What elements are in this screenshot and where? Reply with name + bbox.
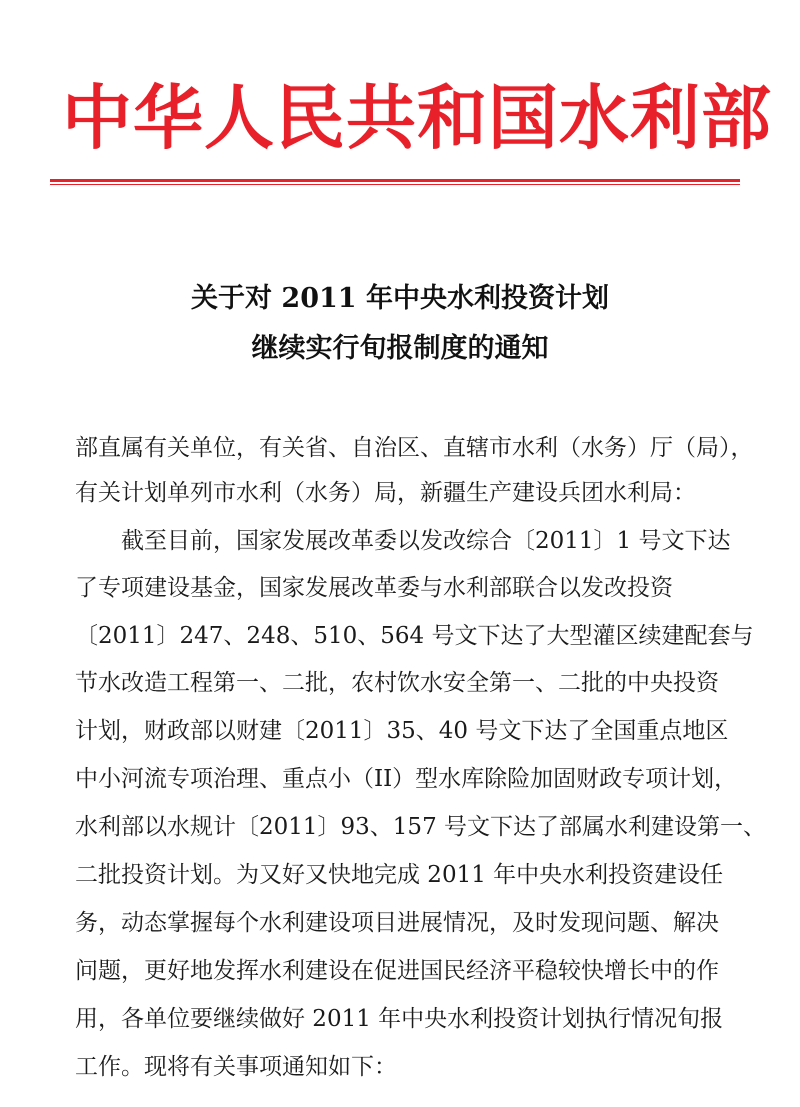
document-title-line-2: 继续实行旬报制度的通知 xyxy=(251,333,549,364)
body-line: 务，动态掌握每个水利建设项目进展情况，及时发现问题、解决 xyxy=(75,910,719,936)
document-title-line-1: 关于对 2011 年中央水利投资计划 xyxy=(191,283,609,314)
body-line: 〔2011〕247、248、510、564 号文下达了大型灌区续建配套与 xyxy=(75,623,754,649)
body-line: 计划，财政部以财建〔2011〕35、40 号文下达了全国重点地区 xyxy=(75,718,729,744)
body-line: 工作。现将有关事项通知如下： xyxy=(75,1054,397,1080)
body-line: 了专项建设基金，国家发展改革委与水利部联合以发改投资 xyxy=(75,575,673,601)
body-line: 水利部以水规计〔2011〕93、157 号文下达了部属水利建设第一、 xyxy=(75,814,767,840)
addressee-line: 有关计划单列市水利（水务）局，新疆生产建设兵团水利局： xyxy=(75,480,696,506)
letterhead-rule-thick xyxy=(50,179,740,182)
letterhead-org-name: 中华人民共和国水利部 xyxy=(62,77,772,159)
letterhead-rule-thin xyxy=(50,184,740,185)
body-line: 用，各单位要继续做好 2011 年中央水利投资计划执行情况旬报 xyxy=(75,1006,724,1032)
addressee-line: 部直属有关单位，有关省、自治区、直辖市水利（水务）厅（局）， xyxy=(75,435,754,461)
body-line: 问题，更好地发挥水利建设在促进国民经济平稳较快增长中的作 xyxy=(75,958,719,984)
body-line: 二批投资计划。为又好又快地完成 2011 年中央水利投资建设任 xyxy=(75,862,724,888)
body-line: 截至目前，国家发展改革委以发改综合〔2011〕1 号文下达 xyxy=(75,528,731,554)
body-line: 节水改造工程第一、二批，农村饮水安全第一、二批的中央投资 xyxy=(75,670,719,696)
body-line: 中小河流专项治理、重点小（II）型水库除险加固财政专项计划， xyxy=(75,766,738,792)
